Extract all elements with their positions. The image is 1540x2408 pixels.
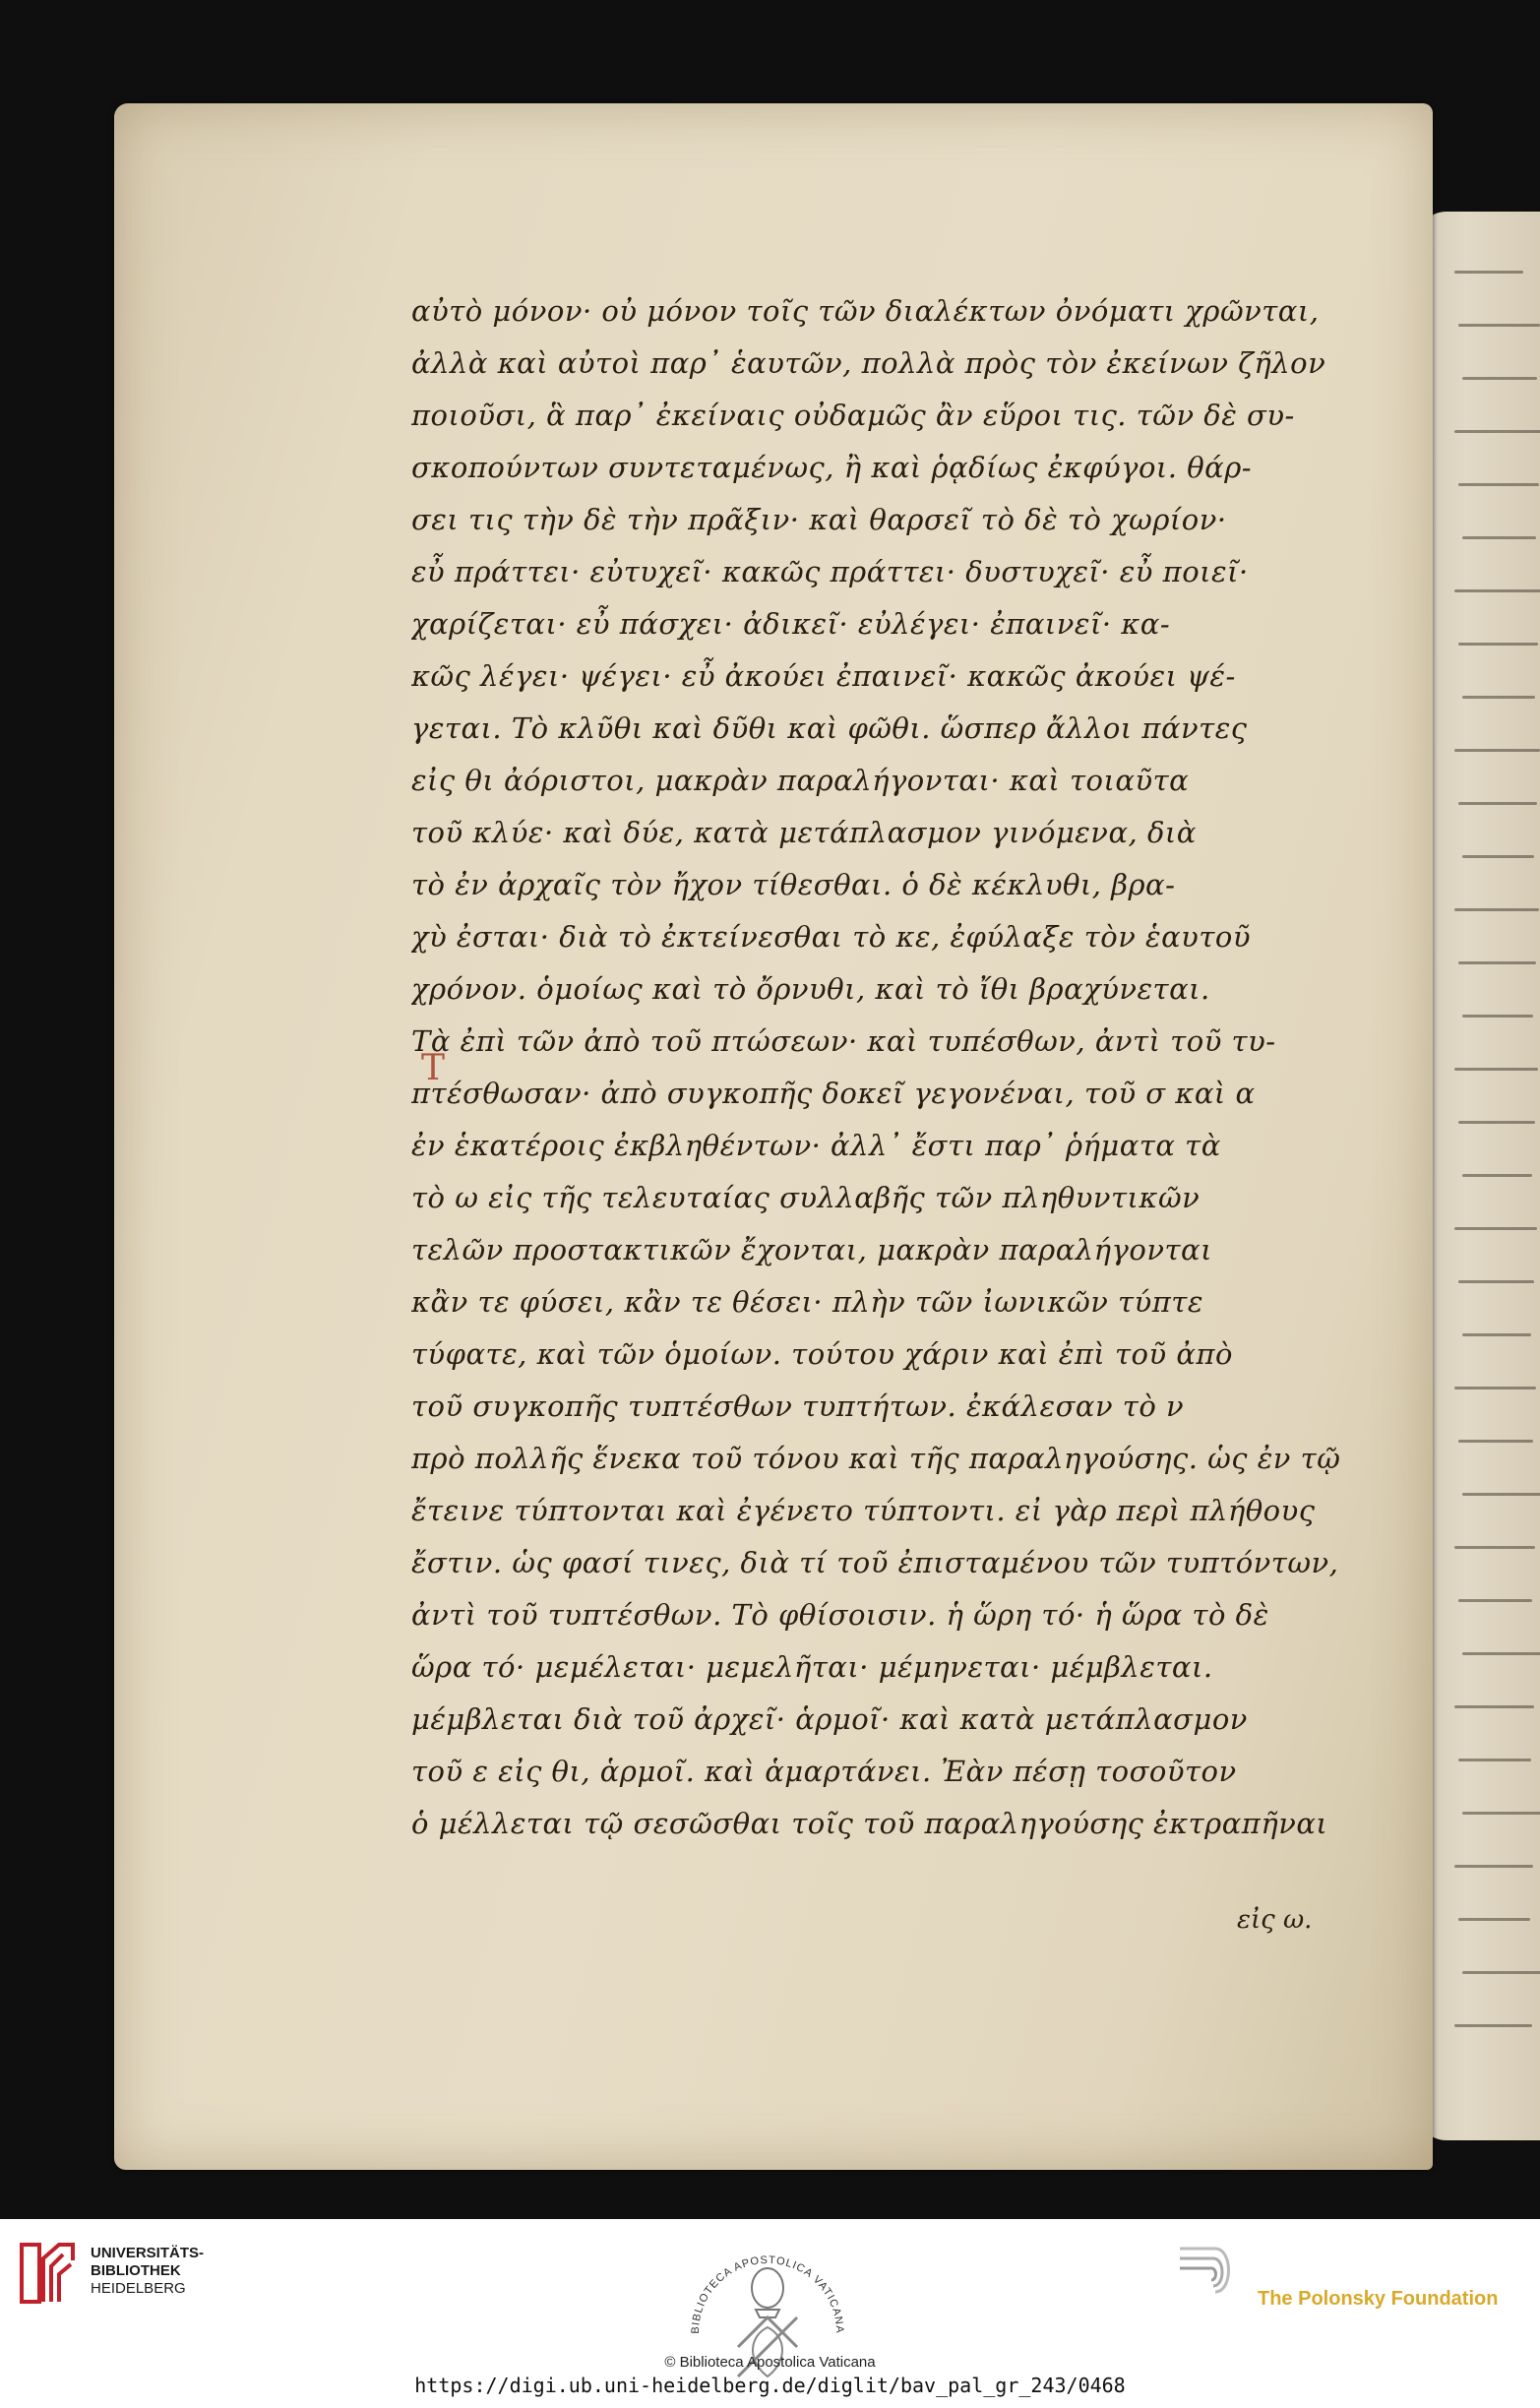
catchword: εἰς ω. — [1237, 1905, 1313, 1935]
adjacent-folio-text-line — [1454, 2024, 1532, 2027]
adjacent-folio-text-line — [1454, 1546, 1535, 1549]
adjacent-folio-text-line — [1454, 430, 1540, 433]
text-line: τὸ ω εἰς τῆς τελευταίας συλλαβῆς τῶν πληθυντικῶν — [411, 1181, 1201, 1214]
ub-name-line: HEIDELBERG — [91, 2280, 186, 2297]
adjacent-folio-text-line — [1462, 1333, 1531, 1336]
adjacent-folio-text-line — [1458, 1918, 1530, 1921]
text-line: σει τις τὴν δὲ τὴν πρᾶξιν· καὶ θαρσεῖ τὸ δὲ τὸ χωρίον· — [411, 503, 1227, 536]
adjacent-folio-text-line — [1458, 1759, 1531, 1761]
text-line: χὺ ἐσται· διὰ τὸ ἐκτείνεσθαι τὸ κε, ἐφύλαξε τὸν ἑαυτοῦ — [411, 920, 1251, 954]
text-line: γεται. Τὸ κλῦθι καὶ δῦθι καὶ φῶθι. ὥσπερ ἄλλοι πάντες — [411, 711, 1248, 745]
adjacent-folio-edge — [1417, 212, 1540, 2140]
adjacent-folio-text-line — [1458, 324, 1540, 327]
permalink-url[interactable]: https://digi.ub.uni-heidelberg.de/diglit/bav_pal_gr_243/0468 — [414, 2374, 1126, 2397]
text-line: ὥρα τό· μεμέλεται· μεμελῆται· μέμηνεται· μέμβλεται. — [411, 1650, 1213, 1684]
text-line: τελῶν προστακτικῶν ἔχονται, μακρὰν παραλήγονται — [411, 1233, 1212, 1266]
text-line: χαρίζεται· εὖ πάσχει· ἀδικεῖ· εὐλέγει· ἐπαινεῖ· κα- — [411, 607, 1171, 641]
adjacent-folio-text-line — [1462, 855, 1534, 858]
text-line: χρόνον. ὁμοίως καὶ τὸ ὄρνυθι, καὶ τὸ ἴθι βραχύνεται. — [411, 972, 1210, 1006]
adjacent-folio-text-line — [1462, 536, 1536, 539]
adjacent-folio-text-line — [1454, 1865, 1533, 1868]
adjacent-folio-text-line — [1454, 589, 1540, 592]
seal-text: BIBLIOTECA APOSTOLICA VATICANA — [689, 2254, 846, 2334]
text-line: τοῦ κλύε· καὶ δύε, κατὰ μετάπλασμον γινόμενα, διὰ — [411, 816, 1197, 849]
text-line: εἰς θι ἀόριστοι, μακρὰν παραλήγονται· καὶ τοιαῦτα — [411, 764, 1190, 797]
adjacent-folio-text-line — [1458, 643, 1538, 646]
adjacent-folio-text-line — [1462, 1971, 1540, 1974]
adjacent-folio-text-line — [1462, 696, 1535, 699]
adjacent-folio-text-line — [1458, 483, 1539, 486]
text-line: τοῦ ε εἰς θι, ἁρμοῖ. καὶ ἁμαρτάνει. Ἐὰν πέσῃ τοσοῦτον — [411, 1755, 1237, 1788]
adjacent-folio-text-line — [1462, 1652, 1540, 1655]
text-line: σκοπούντων συντεταμένως, ἢ καὶ ῥᾳδίως ἐκφύγοι. θάρ- — [411, 451, 1253, 484]
adjacent-folio-text-line — [1458, 1280, 1534, 1283]
adjacent-folio-text-line — [1454, 271, 1523, 274]
svg-text:BIBLIOTECA APOSTOLICA VATICANA — [690, 2254, 845, 2334]
ub-name-line: BIBLIOTHEK — [91, 2262, 181, 2279]
adjacent-folio-text-line — [1462, 377, 1537, 380]
adjacent-folio-text-line — [1458, 802, 1537, 805]
manuscript-text — [411, 285, 1356, 1850]
text-line: κἂν τε φύσει, κἂν τε θέσει· πλὴν τῶν ἰωνικῶν τύπτε — [411, 1285, 1203, 1319]
text-line: ἀλλὰ καὶ αὐτοὶ παρ᾽ ἑαυτῶν, πολλὰ πρὸς τὸν ἐκείνων ζῆλον — [411, 346, 1326, 380]
adjacent-folio-text-line — [1462, 1493, 1540, 1496]
text-line: πρὸ πολλῆς ἕνεκα τοῦ τόνου καὶ τῆς παραληγούσης. ὡς ἐν τῷ — [411, 1442, 1341, 1475]
rubricated-initial: Τ — [421, 1048, 446, 1088]
polonsky-foundation-name[interactable]: The Polonsky Foundation — [1258, 2288, 1499, 2310]
adjacent-folio-text-line — [1454, 1068, 1538, 1071]
adjacent-folio-text-line — [1462, 1015, 1533, 1018]
text-line: εὖ πράττει· εὐτυχεῖ· κακῶς πράττει· δυστυχεῖ· εὖ ποιεῖ· — [411, 555, 1249, 588]
adjacent-folio-text-line — [1458, 1440, 1533, 1443]
text-line: πτέσθωσαν· ἀπὸ συγκοπῆς δοκεῖ γεγονέναι, τοῦ σ καὶ α — [411, 1077, 1256, 1110]
adjacent-folio-text-line — [1454, 1705, 1534, 1708]
copyright-notice: © Biblioteca Apostolica Vaticana — [664, 2354, 876, 2371]
adjacent-folio-text-line — [1458, 961, 1536, 964]
ub-heidelberg-logo-icon[interactable] — [18, 2241, 77, 2306]
adjacent-folio-text-line — [1454, 749, 1540, 752]
text-line: ὁ μέλλεται τῷ σεσῶσθαι τοῖς τοῦ παραληγούσης ἐκτραπῆναι — [411, 1807, 1328, 1840]
text-line: αὐτὸ μόνον· οὐ μόνον τοῖς τῶν διαλέκτων ὀνόματι χρῶνται, — [411, 294, 1320, 328]
adjacent-folio-text-line — [1458, 1121, 1535, 1124]
ub-heidelberg-wordmark[interactable] — [91, 2245, 204, 2298]
text-line: ἔστιν. ὡς φασί τινες, διὰ τί τοῦ ἐπισταμένου τῶν τυπτόντων, — [411, 1546, 1339, 1579]
adjacent-folio-text-line — [1462, 1174, 1532, 1177]
text-line: ἀντὶ τοῦ τυπτέσθων. Τὸ φθίσοισιν. ἡ ὥρη τό· ἡ ὥρα τὸ δὲ — [411, 1598, 1269, 1632]
adjacent-folio-text-line — [1458, 1599, 1532, 1602]
adjacent-folio-text-line — [1454, 908, 1539, 911]
text-line: Τὰ ἐπὶ τῶν ἀπὸ τοῦ πτώσεων· καὶ τυπέσθων, ἀντὶ τοῦ τυ- — [411, 1024, 1276, 1058]
adjacent-folio-text-line — [1454, 1227, 1537, 1230]
text-line: μέμβλεται διὰ τοῦ ἀρχεῖ· ἁρμοῖ· καὶ κατὰ μετάπλασμον — [411, 1702, 1248, 1736]
text-line: τοῦ συγκοπῆς τυπτέσθων τυπτήτων. ἐκάλεσαν τὸ ν — [411, 1389, 1185, 1423]
adjacent-folio-text-line — [1454, 1387, 1536, 1389]
text-line: κῶς λέγει· ψέγει· εὖ ἀκούει ἐπαινεῖ· κακῶς ἀκούει ψέ- — [411, 659, 1236, 693]
text-line: τύφατε, καὶ τῶν ὁμοίων. τούτου χάριν καὶ ἐπὶ τοῦ ἀπὸ — [411, 1337, 1233, 1371]
text-line: τὸ ἐν ἀρχαῖς τὸν ἤχον τίθεσθαι. ὁ δὲ κέκλυθι, βρα- — [411, 868, 1176, 901]
text-line: ἐν ἑκατέροις ἐκβληθέντων· ἀλλ᾽ ἔστι παρ᾽ ῥήματα τὰ — [411, 1129, 1221, 1162]
adjacent-folio-text-line — [1462, 1812, 1540, 1815]
ub-name-line: UNIVERSITÄTS- — [91, 2245, 205, 2261]
text-line: ποιοῦσι, ἃ παρ᾽ ἐκείναις οὐδαμῶς ἂν εὕροι τις. τῶν δὲ συ- — [411, 399, 1295, 432]
text-line: ἔτεινε τύπτονται καὶ ἐγένετο τύπτοντι. εἰ γὰρ περὶ πλήθους — [411, 1494, 1316, 1527]
